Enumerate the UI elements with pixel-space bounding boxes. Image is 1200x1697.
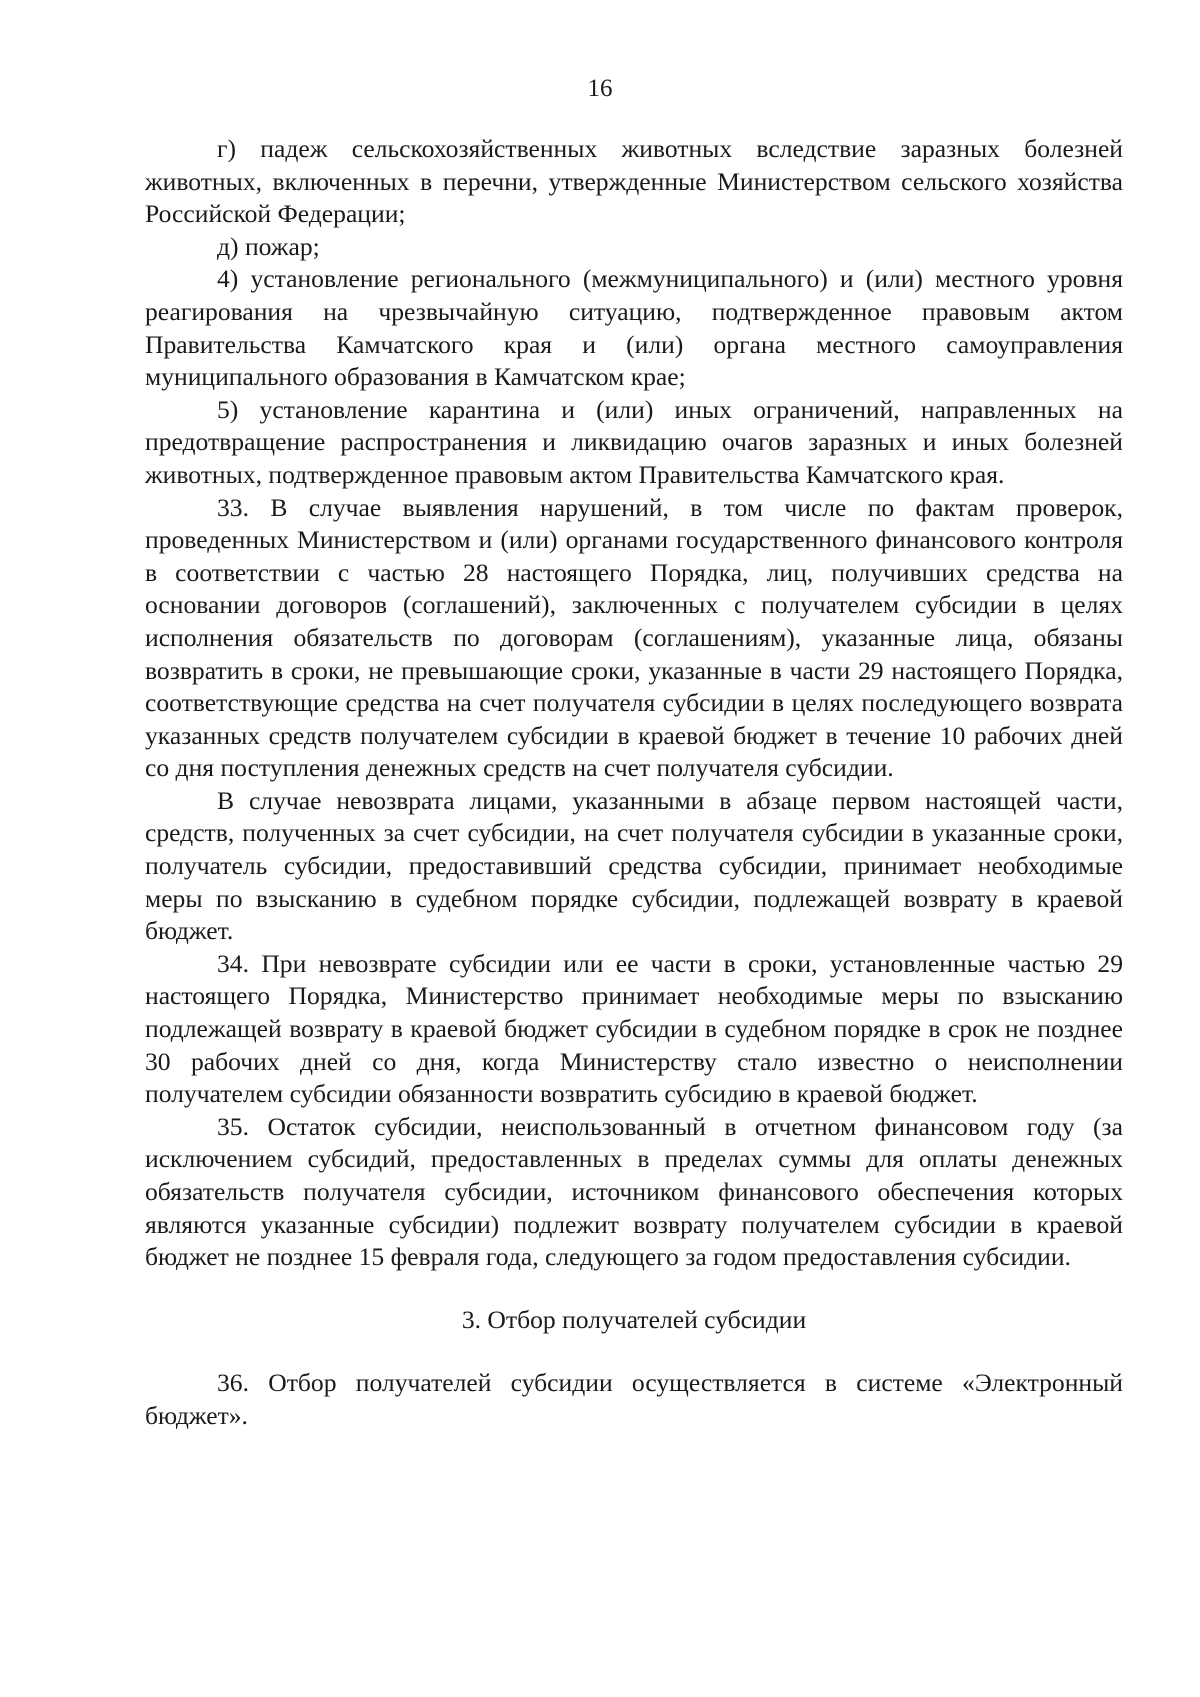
paragraph-35-unused-balance: 35. Остаток субсидии, неиспользованный в отчетном финансовом году (за исключением субсидий, предоставленных в пределах суммы для оплаты денежных обязательств получателя субсидии, источником финансового обеспечения которых являются указанные субсидии) подлежит возврату получателем субсидии в краевой бюджет не позднее 15 февраля года, следующего за годом предоставления субсидии. [145,1111,1123,1272]
paragraph-item-d-fire: д) пожар; [217,231,320,261]
paragraph-33-violations: 33. В случае выявления нарушений, в том числе по фактам проверок, проведенных Министерством и (или) органами государственного финансового контроля в соответствии с частью 28 настоящего Порядка, лиц, получивших средства на основании договоров (соглашений), заключенных с получателем субсидии в целях исполнения обязательств по договорам (соглашениям), указанные лица, обязаны возвратить в сроки, не превышающие сроки, указанные в части 29 настоящего Порядка, соответствующие средства на счет получателя субсидии в целях последующего возврата указанных средств получателем субсидии в краевой бюджет в течение 10 рабочих дней со дня поступления денежных средств на счет получателя субсидии. [145,492,1123,783]
paragraph-36-selection: 36. Отбор получателей субсидии осуществляется в системе «Электронный бюджет». [145,1368,1123,1430]
paragraph-33-non-return: В случае невозврата лицами, указанными в абзаце первом настоящей части, средств, полученных за счет субсидии, на счет получателя субсидии в указанные сроки, получатель субсидии, предоставивший средства субсидии, принимает необходимые меры по взысканию в судебном порядке субсидии, подлежащей возврату в краевой бюджет. [145,785,1123,946]
paragraph-item-g-livestock-death: г) падеж сельскохозяйственных животных вследствие заразных болезней животных, включенных в перечни, утвержденные Министерством сельского хозяйства Российской Федерации; [145,134,1123,229]
paragraph-item-5-quarantine: 5) установление карантина и (или) иных ограничений, направленных на предотвращение распространения и ликвидацию очагов заразных и иных болезней животных, подтвержденное правовым актом Правительства Камчатского края. [145,394,1123,489]
paragraph-item-4-emergency-level: 4) установление регионального (межмуниципального) и (или) местного уровня реагирования на чрезвычайную ситуацию, подтвержденное правовым актом Правительства Камчатского края и (или) органа местного самоуправления муниципального образования в Камчатском крае; [145,264,1123,392]
section-heading: 3. Отбор получателей субсидии [461,1304,807,1334]
page-number: 16 [587,75,613,102]
document-body [145,133,1123,1433]
paragraph-34-court-recovery: 34. При невозврате субсидии или ее части в сроки, установленные частью 29 настоящего Порядка, Министерство принимает необходимые меры по взысканию подлежащей возврату в краевой бюджет субсидии в судебном порядке в срок не позднее 30 рабочих дней со дня, когда Министерству стало известно о неисполнении получателем субсидии обязанности возвратить субсидию в краевой бюджет. [145,948,1123,1109]
